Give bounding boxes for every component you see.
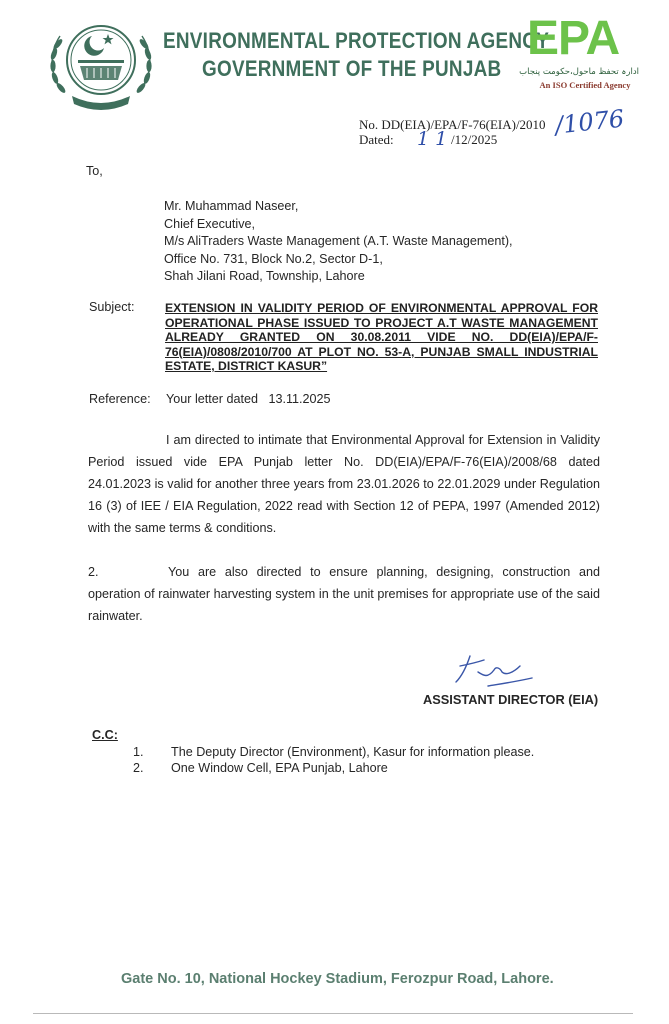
dated-suffix: /12/2025	[451, 132, 498, 147]
cc-item-number: 1.	[133, 745, 144, 759]
dated-label: Dated:	[359, 132, 394, 147]
iso-certified-text: An ISO Certified Agency	[539, 80, 631, 90]
paragraph-2-number: 2.	[88, 565, 99, 579]
addressee-line: Chief Executive,	[164, 216, 255, 231]
footer-rule	[33, 1013, 633, 1014]
agency-title: ENVIRONMENTAL PROTECTION AGENCY	[163, 28, 550, 53]
cc-item-number: 2.	[133, 761, 144, 775]
addressee-line: Shah Jilani Road, Township, Lahore	[164, 269, 365, 283]
letter-number: No. DD(EIA)/EPA/F-76(EIA)/2010	[359, 117, 546, 132]
epa-logo-text: EPA	[527, 12, 620, 65]
subject-label: Subject:	[89, 300, 135, 314]
signature-mark	[448, 650, 538, 695]
signatory-designation: ASSISTANT DIRECTOR (EIA)	[423, 692, 599, 707]
cc-item-text: One Window Cell, EPA Punjab, Lahore	[171, 761, 388, 775]
subject-text: EXTENSION IN VALIDITY PERIOD OF ENVIRONMENTAL APPROVAL FOR OPERATIONAL PHASE ISSUED TO PROJECT A.T WASTE MANAGEMENT ALREADY GRANTED ON 30.08.2011 VIDE NO. DD(EIA)/EPA/F-76(EIA)/0808/2010/700 AT PLOT NO. 53-A, PUNJAB SMALL INDUSTRIAL ESTATE, DISTRICT KASUR”	[165, 301, 598, 374]
cc-item-text: The Deputy Director (Environment), Kasur for information please.	[171, 745, 535, 759]
reference-text: Your letter dated 13.11.2025	[166, 392, 331, 406]
epa-urdu-text: ادارہ تحفظ ماحول،حکومت پنجاب	[519, 67, 639, 77]
handwritten-day: 11	[417, 128, 454, 150]
addressee-line: Office No. 731, Block No.2, Sector D-1,	[164, 251, 383, 266]
addressee-line: M/s AliTraders Waste Management (A.T. Waste Management),	[164, 234, 513, 248]
addressee-line: Mr. Muhammad Naseer,	[164, 199, 299, 213]
addressee-block	[164, 198, 513, 286]
punjab-emblem-icon	[42, 14, 160, 114]
reference-label: Reference:	[89, 392, 151, 406]
footer-address: Gate No. 10, National Hockey Stadium, Ferozpur Road, Lahore.	[121, 971, 554, 987]
handwritten-number: /1076	[553, 104, 626, 140]
government-title: GOVERNMENT OF THE PUNJAB	[202, 56, 502, 81]
to-label: To,	[86, 164, 103, 178]
epa-logo	[519, 12, 645, 94]
cc-label: C.C:	[92, 728, 118, 742]
paragraph-1: I am directed to intimate that Environmental Approval for Extension in Validity Period issued vide EPA Punjab letter No. DD(EIA)/EPA/F-76(EIA)/2008/68 dated 24.01.2023 is valid for another three years from 23.01.2026 to 22.01.2029 under Regulation 16 (3) of IEE / EIA Regulation, 2022 read with Section 12 of PEPA, 1997 (Amended 2012) with the same terms & conditions.	[88, 433, 600, 535]
paragraph-2: You are also directed to ensure planning, designing, construction and operation of rainwater harvesting system in the unit premises for appropriate use of the said rainwater.	[88, 565, 600, 623]
